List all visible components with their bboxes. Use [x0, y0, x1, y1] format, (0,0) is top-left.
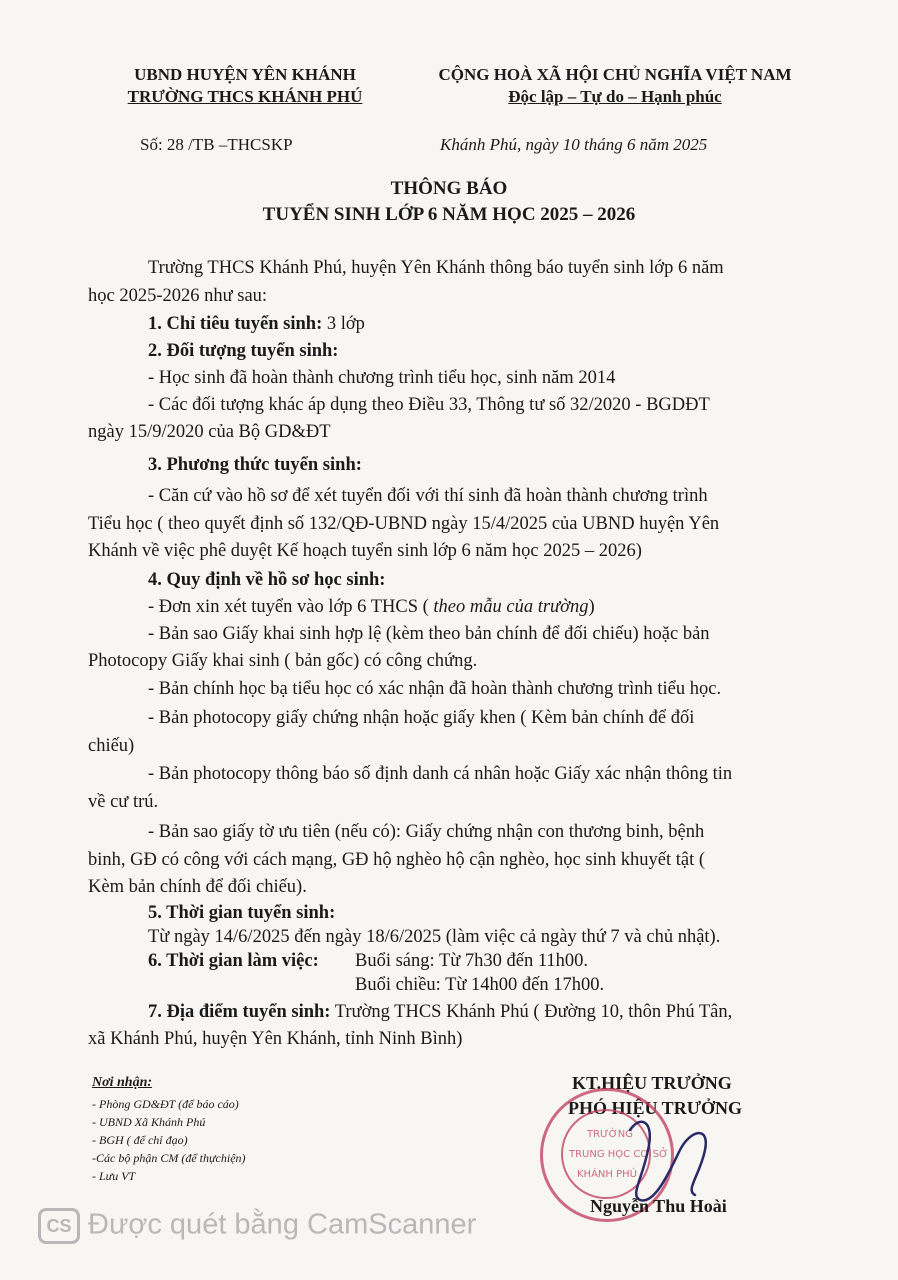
section-2-item-a: - Học sinh đã hoàn thành chương trình tiểu học, sinh năm 2014: [148, 368, 616, 388]
issuer-authority: UBND HUYỆN YÊN KHÁNH: [134, 65, 356, 84]
section-3-line-1: - Căn cứ vào hồ sơ để xét tuyển đối với thí sinh đã hoàn thành chương trình: [148, 486, 708, 506]
section-7-line-1: [148, 1002, 732, 1023]
section-4-item-a-post: ): [588, 597, 595, 617]
section-4-item-b-2: Photocopy Giấy khai sinh ( bản gốc) có công chứng.: [88, 651, 478, 671]
section-4-item-e-1: - Bản photocopy thông báo số định danh cá nhân hoặc Giấy xác nhận thông tin: [148, 764, 733, 784]
section-7-value-1: Trường THCS Khánh Phú ( Đường 10, thôn Phú Tân,: [330, 1002, 733, 1022]
national-motto-block: [395, 64, 835, 108]
national-title: CỘNG HOÀ XÃ HỘI CHỦ NGHĨA VIỆT NAM: [438, 65, 792, 84]
signature-title-2: PHÓ HIỆU TRƯỞNG: [568, 1098, 743, 1118]
camscanner-logo-icon: CS: [38, 1208, 80, 1244]
section-1-value: 3 lớp: [322, 314, 365, 334]
section-6-afternoon: Buổi chiều: Từ 14h00 đến 17h00.: [355, 975, 605, 995]
section-3-line-3: Khánh về việc phê duyệt Kế hoạch tuyển sinh lớp 6 năm học 2025 – 2026): [88, 541, 642, 561]
national-motto: Độc lập – Tự do – Hạnh phúc: [508, 87, 722, 106]
section-2-item-b-1: - Các đối tượng khác áp dụng theo Điều 33, Thông tư số 32/2020 - BGDĐT: [148, 395, 710, 415]
document-number: Số: 28 /TB –THCSKP: [140, 135, 293, 154]
recipient-item: - Phòng GD&ĐT (để báo cáo): [92, 1097, 239, 1111]
section-4-item-a-italic: theo mẫu của trường: [433, 597, 589, 617]
section-5-label: 5. Thời gian tuyển sinh:: [148, 903, 336, 923]
section-2-label: 2. Đối tượng tuyển sinh:: [148, 341, 339, 361]
section-4-item-f-3: Kèm bản chính để đối chiếu).: [88, 877, 307, 897]
intro-line-2: học 2025-2026 như sau:: [88, 286, 268, 306]
recipient-item: -Các bộ phận CM (để thựchiện): [92, 1151, 246, 1165]
document-title: THÔNG BÁO: [390, 178, 508, 199]
section-3-line-2: Tiểu học ( theo quyết định số 132/QĐ-UBND ngày 15/4/2025 của UBND huyện Yên: [88, 514, 720, 534]
section-6-morning: Buổi sáng: Từ 7h30 đến 11h00.: [355, 951, 589, 971]
section-6-label: 6. Thời gian làm việc:: [148, 951, 319, 971]
section-3-label: 3. Phương thức tuyển sinh:: [148, 455, 362, 475]
document-subtitle: TUYỂN SINH LỚP 6 NĂM HỌC 2025 – 2026: [262, 204, 636, 225]
issuer-block: [60, 64, 430, 108]
section-1-label: 1. Chỉ tiêu tuyển sinh:: [148, 314, 323, 334]
stamp-text-bottom: KHÁNH PHÚ: [577, 1169, 637, 1180]
issuer-school: TRƯỜNG THCS KHÁNH PHÚ: [127, 87, 363, 106]
intro-line-1: Trường THCS Khánh Phú, huyện Yên Khánh thông báo tuyển sinh lớp 6 năm: [148, 258, 724, 278]
recipient-item: - Lưu VT: [92, 1169, 136, 1183]
section-4-item-f-2: binh, GĐ có công với cách mạng, GĐ hộ nghèo hộ cận nghèo, học sinh khuyết tật (: [88, 850, 706, 870]
section-5-value: Từ ngày 14/6/2025 đến ngày 18/6/2025 (làm việc cả ngày thứ 7 và chủ nhật).: [148, 927, 721, 947]
section-4-item-a: [148, 597, 595, 618]
section-4-item-b-1: - Bản sao Giấy khai sinh hợp lệ (kèm theo bản chính để đối chiếu) hoặc bản: [148, 624, 710, 644]
section-7-label: 7. Địa điểm tuyển sinh:: [148, 1002, 331, 1022]
recipients-title: Nơi nhận:: [92, 1075, 153, 1090]
signature-title-1: KT.HIỆU TRƯỞNG: [572, 1073, 732, 1093]
section-7-value-2: xã Khánh Phú, huyện Yên Khánh, tỉnh Ninh Bình): [88, 1029, 463, 1049]
recipient-item: - BGH ( để chỉ đạo): [92, 1133, 188, 1147]
stamp-text-mid: TRUNG HỌC CƠ SỞ: [569, 1149, 669, 1160]
section-1: [148, 314, 365, 335]
camscanner-watermark: [38, 1208, 476, 1244]
section-4-item-c: - Bản chính học bạ tiểu học có xác nhận đã hoàn thành chương trình tiểu học.: [148, 679, 722, 699]
section-4-item-d-1: - Bản photocopy giấy chứng nhận hoặc giấy khen ( Kèm bản chính để đối: [148, 708, 695, 728]
section-4-label: 4. Quy định về hồ sơ học sinh:: [148, 570, 386, 590]
section-2-item-b-2: ngày 15/9/2020 của Bộ GD&ĐT: [88, 422, 331, 442]
section-4-item-d-2: chiếu): [88, 736, 135, 756]
handwritten-signature: [600, 1110, 740, 1210]
stamp-text-top: TRƯỜNG: [587, 1129, 633, 1140]
signer-name: Nguyễn Thu Hoài: [590, 1196, 727, 1216]
section-4-item-f-1: - Bản sao giấy tờ ưu tiên (nếu có): Giấy chứng nhận con thương binh, bệnh: [148, 822, 705, 842]
camscanner-text: Được quét bằng CamScanner: [88, 1208, 477, 1241]
section-4-item-e-2: về cư trú.: [88, 792, 159, 812]
section-4-item-a-pre: - Đơn xin xét tuyển vào lớp 6 THCS (: [148, 597, 434, 617]
recipient-item: - UBND Xã Khánh Phú: [92, 1115, 206, 1129]
document-date: Khánh Phú, ngày 10 tháng 6 năm 2025: [440, 135, 708, 154]
